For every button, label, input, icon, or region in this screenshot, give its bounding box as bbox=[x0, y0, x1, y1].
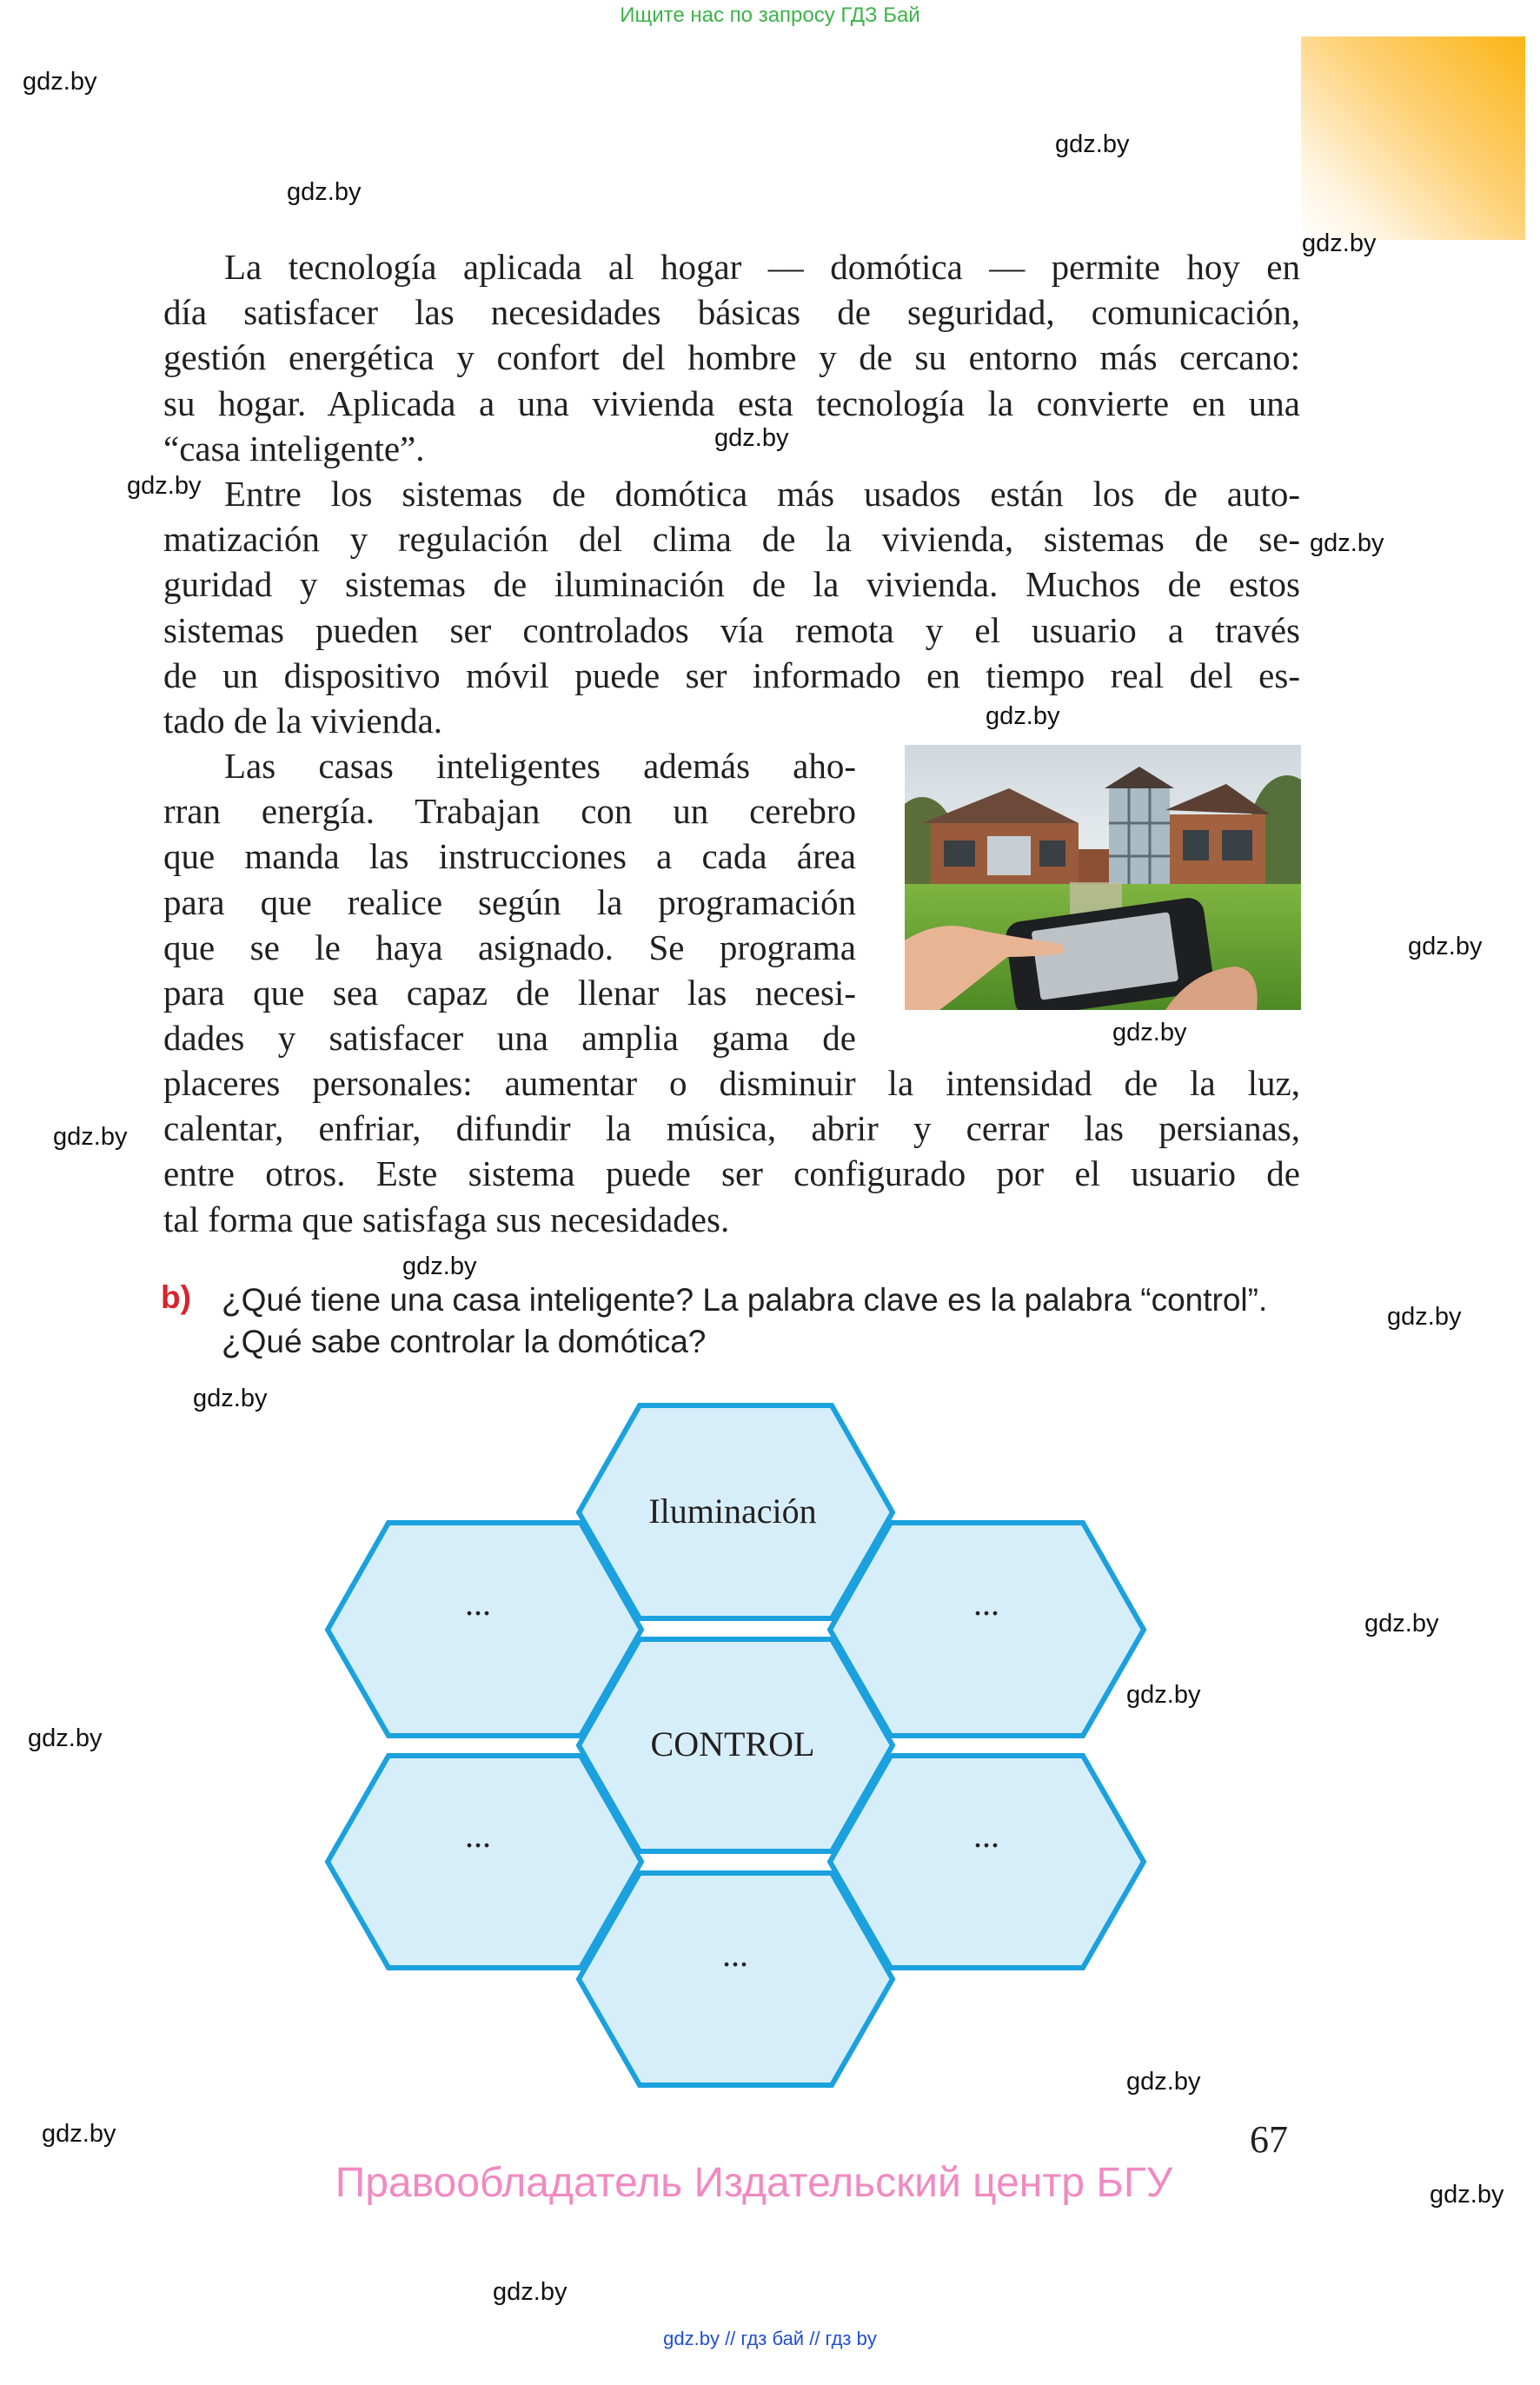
watermark: gdz.by bbox=[1364, 1610, 1439, 1638]
hexagon-bottom-label: ... bbox=[722, 1935, 748, 1974]
watermark: gdz.by bbox=[1112, 1019, 1187, 1046]
watermark: gdz.by bbox=[28, 1724, 103, 1752]
watermark: gdz.by bbox=[986, 702, 1060, 730]
hexagon-upper-left-label: ... bbox=[465, 1584, 491, 1623]
text-line: su hogar. Aplicada a una vivienda esta tecnología la convierte en una bbox=[163, 382, 1300, 423]
watermark: gdz.by bbox=[23, 68, 97, 96]
watermark: gdz.by bbox=[287, 178, 362, 206]
text-line: “casa inteligente”. bbox=[163, 428, 425, 468]
hexagon-upper-right-label: ... bbox=[973, 1584, 999, 1623]
top-banner[interactable]: Ищите нас по запросу ГДЗ Бай bbox=[620, 3, 920, 27]
text-line: La tecnología aplicada al hogar — domótica — permite hoy en bbox=[224, 247, 1300, 287]
hexagon-lower-left-label: ... bbox=[465, 1816, 491, 1855]
text-line: para que realice según la programación bbox=[163, 881, 856, 922]
watermark: gdz.by bbox=[1302, 229, 1377, 257]
question-line: ¿Qué sabe controlar la domótica? bbox=[222, 1324, 707, 1359]
text-line: calentar, enfriar, difundir la música, abrir y cerrar las persianas, bbox=[163, 1108, 1300, 1149]
text-line: que se le haya asignado. Se programa bbox=[163, 927, 856, 967]
text-line: sistemas pueden ser controlados vía remota y el usuario a través bbox=[163, 609, 1300, 650]
watermark: gdz.by bbox=[1408, 933, 1483, 960]
watermark: gdz.by bbox=[1310, 529, 1384, 557]
text-line: de un dispositivo móvil puede ser informado en tiempo real del es- bbox=[163, 654, 1300, 695]
watermark: gdz.by bbox=[1126, 2068, 1201, 2096]
watermark: gdz.by bbox=[127, 472, 202, 500]
text-line: que manda las instrucciones a cada área bbox=[163, 836, 856, 877]
hexagon-top-label: Iluminación bbox=[648, 1491, 817, 1531]
watermark: gdz.by bbox=[1055, 130, 1130, 158]
text-line: guridad y sistemas de iluminación de la vivienda. Muchos de estos bbox=[163, 564, 1300, 605]
copyright-notice: Правообладатель Издательский центр БГУ bbox=[335, 2160, 1173, 2206]
page-number: 67 bbox=[1250, 2118, 1288, 2161]
watermark: gdz.by bbox=[1126, 1681, 1201, 1709]
watermark: gdz.by bbox=[714, 424, 789, 452]
text-line: dades y satisfacer una amplia gama de bbox=[163, 1018, 856, 1059]
text-line: para que sea capaz de llenar las necesi- bbox=[163, 973, 856, 1013]
watermark: gdz.by bbox=[1430, 2181, 1504, 2209]
text-line: día satisfacer las necesidades básicas de seguridad, comunicación, bbox=[163, 292, 1300, 333]
text-line: rran energía. Trabajan con un cerebro bbox=[163, 791, 856, 832]
watermark: gdz.by bbox=[493, 2278, 568, 2306]
hexagon-bottom[interactable] bbox=[579, 1873, 893, 2085]
text-line: placeres personales: aumentar o disminuir la intensidad de la luz, bbox=[163, 1063, 1300, 1103]
text-line: tal forma que satisfaga sus necesidades. bbox=[163, 1199, 730, 1239]
footer-links[interactable]: gdz.by // гдз бай // гдз by bbox=[663, 2328, 877, 2349]
watermark: gdz.by bbox=[402, 1252, 477, 1280]
hexagon-center-label: CONTROL bbox=[650, 1724, 815, 1764]
text-line: Entre los sistemas de domótica más usados están los de auto- bbox=[224, 474, 1300, 514]
hexagon-upper-right[interactable] bbox=[830, 1523, 1144, 1736]
question-letter: b) bbox=[161, 1279, 191, 1315]
text-line: entre otros. Este sistema puede ser configurado por el usuario de bbox=[163, 1153, 1300, 1194]
watermark: gdz.by bbox=[1387, 1303, 1462, 1331]
text-line: Las casas inteligentes además aho- bbox=[224, 746, 856, 786]
hexagon-lower-left[interactable] bbox=[328, 1756, 641, 1968]
hexagon-upper-left[interactable] bbox=[328, 1523, 641, 1736]
hexagon-lower-right[interactable] bbox=[830, 1756, 1144, 1968]
text-line: gestión energética y confort del hombre y de su entorno más cercano: bbox=[163, 337, 1300, 378]
watermark: gdz.by bbox=[53, 1123, 128, 1151]
watermark: gdz.by bbox=[193, 1385, 268, 1412]
watermark: gdz.by bbox=[42, 2120, 116, 2148]
text-line: matización y regulación del clima de la vivienda, sistemas de se- bbox=[163, 519, 1300, 560]
hexagon-lower-right-label: ... bbox=[973, 1816, 999, 1855]
question-line: ¿Qué tiene una casa inteligente? La palabra clave es la palabra “control”. bbox=[222, 1282, 1268, 1318]
text-line: tado de la vivienda. bbox=[163, 701, 443, 741]
